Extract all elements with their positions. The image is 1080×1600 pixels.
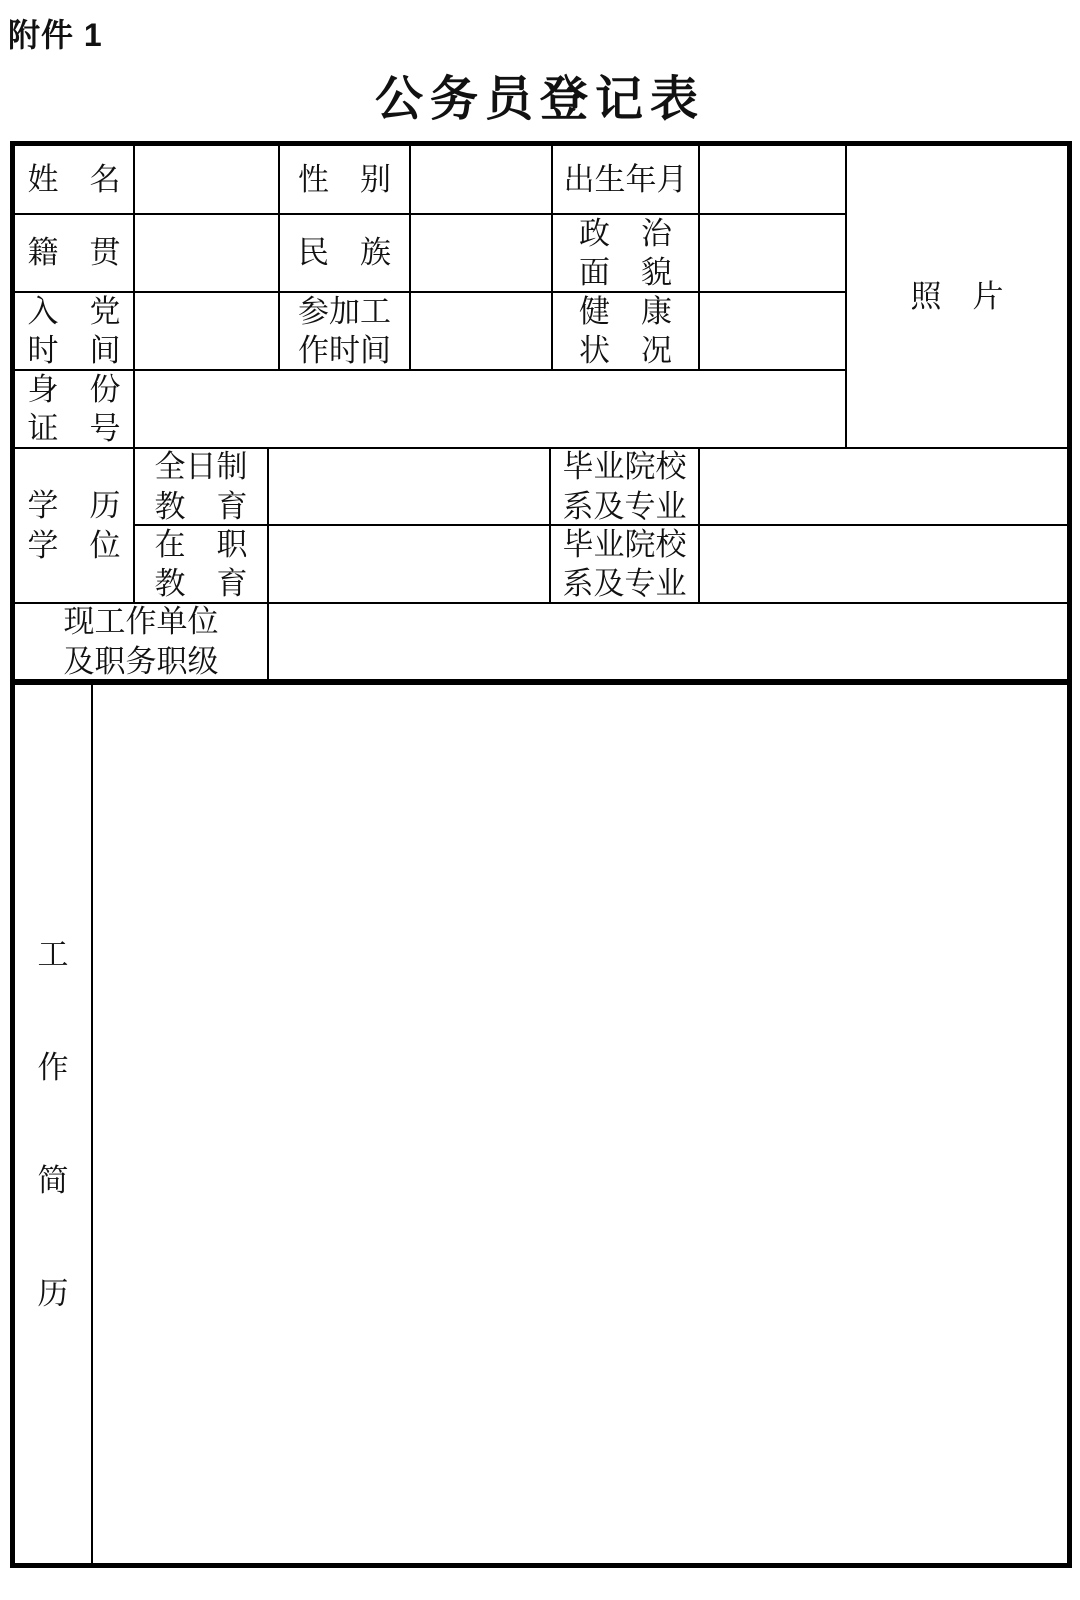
onjob-school-major-value-cell (700, 526, 1067, 602)
education-section (15, 449, 1067, 602)
education-degree-label: 学 历 学 位 (15, 449, 133, 602)
onjob-school-major-label: 毕业院校 系及专业 (551, 526, 698, 602)
work-resume-content-cell (93, 685, 1067, 1563)
fulltime-school-major-value-cell (700, 449, 1067, 524)
health-status-label: 健 康 状 况 (553, 293, 698, 369)
work-resume-label: 工 作 简 历 (15, 685, 91, 1563)
party-join-time-value-cell (135, 293, 278, 369)
id-number-value-cell (135, 371, 845, 447)
fulltime-education-label: 全日制 教 育 (135, 449, 267, 524)
political-status-label: 政 治 面 貌 (553, 215, 698, 291)
id-number-label: 身 份 证 号 (15, 371, 133, 447)
form-title: 公务员登记表 (374, 73, 705, 126)
work-start-time-label: 参加工 作时间 (280, 293, 409, 369)
gender-label: 性 别 (280, 146, 409, 213)
ethnicity-label: 民 族 (280, 215, 409, 291)
birth-date-value-cell (700, 146, 845, 213)
work-unit-label: 现工作单位 及职务职级 (15, 604, 267, 679)
native-place-value-cell (135, 215, 278, 291)
health-status-value-cell (700, 293, 845, 369)
attachment-label: 附件 1 (8, 17, 103, 53)
work-resume-section (15, 685, 1067, 1563)
registration-form-table (10, 141, 1072, 1568)
work-start-time-value-cell (411, 293, 551, 369)
fulltime-education-value-cell (269, 449, 549, 524)
onjob-education-value-cell (269, 526, 549, 602)
work-unit-section (15, 604, 1067, 679)
native-place-label: 籍 贯 (15, 215, 133, 291)
party-join-time-label: 入 党 时 间 (15, 293, 133, 369)
ethnicity-value-cell (411, 215, 551, 291)
name-value-cell (135, 146, 278, 213)
basic-info-section (15, 146, 1067, 447)
onjob-education-label: 在 职 教 育 (135, 526, 267, 602)
name-label: 姓 名 (15, 146, 133, 213)
photo-cell: 照 片 (847, 146, 1067, 447)
work-unit-value-cell (269, 604, 1067, 679)
gender-value-cell (411, 146, 551, 213)
political-status-value-cell (700, 215, 845, 291)
fulltime-school-major-label: 毕业院校 系及专业 (551, 449, 698, 524)
birth-date-label: 出生年月 (553, 146, 698, 213)
